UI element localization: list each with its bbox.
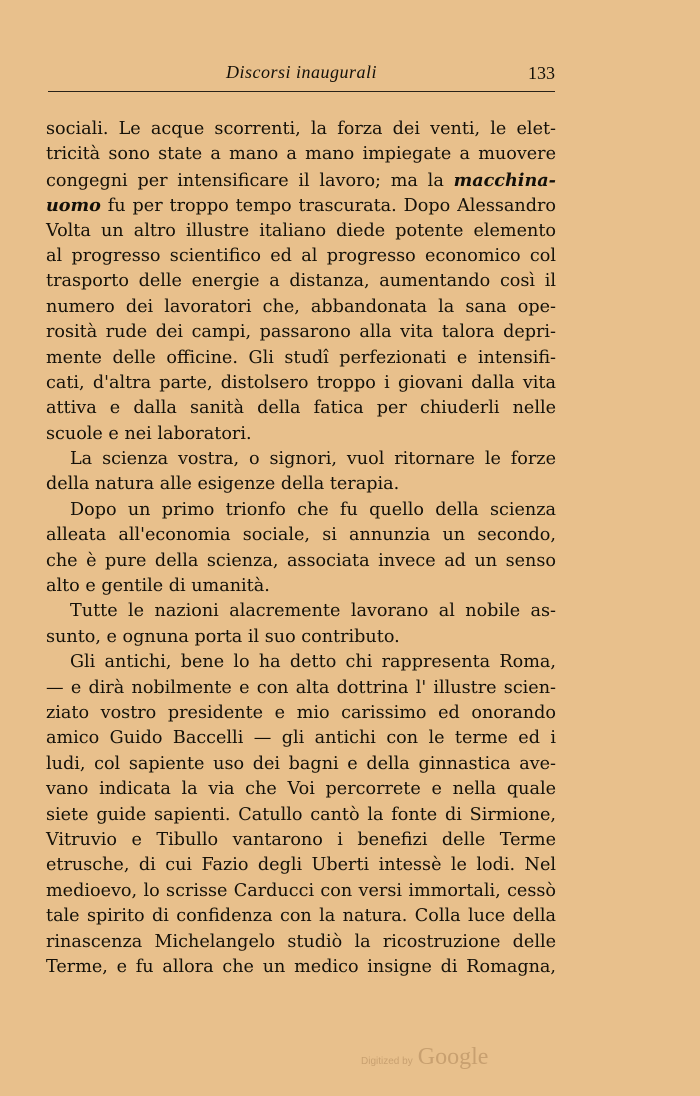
body-text: [46, 117, 556, 980]
text-line: [46, 168, 556, 193]
text-line: attiva e dalla sanità della fatica per chiuderli nelle: [46, 398, 556, 419]
text-line: Tutte le nazioni alacremente lavorano al nobile as-: [70, 601, 556, 622]
text-line: tricità sono state a mano a mano impiegate a muovere: [46, 144, 556, 165]
text-line: ludi, col sapiente uso dei bagni e della ginnastica ave-: [46, 753, 556, 774]
google-logo: Google: [417, 1044, 489, 1070]
text-line: ziato vostro presidente e mio carissimo ed onorando: [46, 702, 556, 723]
running-header: [48, 58, 555, 88]
text-line: al progresso scientifico ed al progresso economico col: [46, 245, 556, 266]
header-rule: [48, 91, 555, 92]
text-line: vano indicata la via che Voi percorrete e nella quale: [46, 779, 556, 800]
text-line: Gli antichi, bene lo ha detto chi rappresenta Roma,: [70, 652, 556, 673]
watermark-prefix: Digitized by: [361, 1056, 413, 1067]
text-line: alto e gentile di umanità.: [46, 576, 270, 597]
digitized-by-google-watermark: [361, 1044, 488, 1071]
text-line: numero dei lavoratori che, abbandonata la sana ope-: [46, 296, 556, 317]
text-line: — e dirà nobilmente e con alta dottrina l' illustre scien-: [46, 677, 556, 698]
text-line: della natura alle esigenze della terapia.: [46, 474, 400, 495]
text-line: mente delle officine. Gli studî perfezionati e intensifi-: [46, 347, 556, 368]
text-line: sunto, e ognuna porta il suo contributo.: [46, 626, 400, 647]
text-line: scuole e nei laboratori.: [46, 423, 252, 444]
text-segment: congegni per intensificare il lavoro; ma la: [46, 170, 454, 191]
text-line: alleata all'economia sociale, si annunzia un secondo,: [46, 525, 556, 546]
text-line: tale spirito di confidenza con la natura. Colla luce della: [46, 906, 556, 927]
page-number: 133: [528, 63, 555, 83]
text-line: Volta un altro illustre italiano diede potente elemento: [46, 220, 556, 241]
text-line: La scienza vostra, o signori, vuol ritornare le forze: [70, 449, 556, 470]
text-line: medioevo, lo scrisse Carducci con versi immortali, cessò: [46, 880, 556, 901]
text-line: rosità rude dei campi, passarono alla vita talora depri-: [46, 322, 556, 343]
text-line: etrusche, di cui Fazio degli Uberti intessè le lodi. Nel: [46, 855, 556, 876]
text-line: Terme, e fu allora che un medico insigne di Romagna,: [46, 956, 556, 977]
text-line: rinascenza Michelangelo studiò la ricostruzione delle: [46, 931, 556, 952]
text-segment: fu per troppo tempo trascurata. Dopo Alessandro: [100, 196, 556, 217]
italic-term: macchina-: [453, 169, 556, 191]
text-line: amico Guido Baccelli — gli antichi con le terme ed i: [46, 728, 556, 749]
italic-term: uomo: [46, 195, 101, 217]
text-line: [46, 193, 556, 218]
text-line: sociali. Le acque scorrenti, la forza dei venti, le elet-: [46, 119, 556, 139]
text-line: che è pure della scienza, associata invece ad un senso: [46, 550, 556, 571]
text-line: siete guide sapienti. Catullo cantò la fonte di Sirmione,: [46, 804, 556, 825]
running-title: Discorsi inaugurali: [225, 62, 377, 82]
text-line: Dopo un primo trionfo che fu quello della scienza: [70, 499, 556, 520]
text-line: Vitruvio e Tibullo vantarono i benefizi delle Terme: [46, 829, 556, 850]
text-line: cati, d'altra parte, distolsero troppo i giovani dalla vita: [46, 372, 556, 393]
text-line: trasporto delle energie a distanza, aumentando così il: [46, 271, 556, 292]
